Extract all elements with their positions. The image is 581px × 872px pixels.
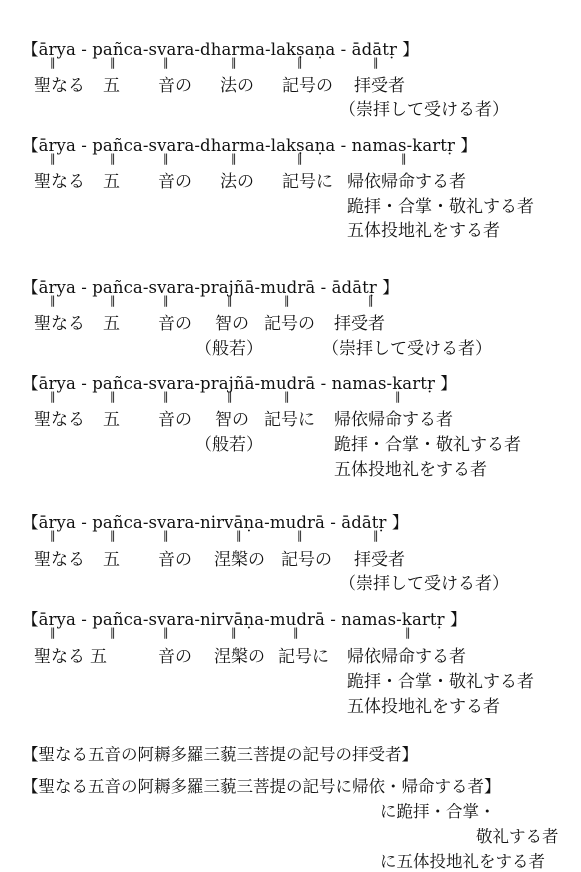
gloss-note: 五体投地礼をする者	[347, 221, 500, 241]
gloss-word: 法の	[220, 172, 254, 192]
equals-mark: ‖	[163, 56, 169, 69]
equals-mark: ‖	[405, 626, 411, 639]
equals-mark: ‖	[373, 56, 379, 69]
gloss-note: （崇拝して受ける者）	[339, 100, 509, 120]
gloss-note: （崇拝して受ける者）	[322, 339, 492, 359]
gloss-word: 記号に	[264, 410, 315, 430]
gloss-note: 跪拝・合掌・敬礼する者	[334, 435, 521, 455]
gloss-note: 五体投地礼をする者	[347, 697, 500, 717]
gloss-word: 音の	[158, 410, 192, 430]
equals-mark: ‖	[110, 626, 116, 639]
gloss-word: 聖なる	[34, 76, 85, 96]
equals-mark: ‖	[401, 152, 407, 165]
gloss-word: 聖なる	[34, 647, 85, 667]
gloss-word: 帰依帰命する者	[347, 172, 466, 192]
equals-mark: ‖	[231, 56, 237, 69]
gloss-note: （般若）	[195, 339, 263, 359]
gloss-word: 拝受者	[334, 314, 385, 334]
equals-mark: ‖	[297, 529, 303, 542]
gloss-word: 音の	[158, 76, 192, 96]
equals-mark: ‖	[50, 626, 56, 639]
gloss-word: 聖なる	[34, 314, 85, 334]
gloss-word: 五	[103, 172, 120, 192]
equals-mark: ‖	[368, 294, 374, 307]
gloss-note: 跪拝・合掌・敬礼する者	[347, 672, 534, 692]
romanized-line: 【ārya - pañca-svara-prajñā-mudrā - ādātṛ 】	[22, 278, 399, 297]
gloss-note: 五体投地礼をする者	[334, 460, 487, 480]
gloss-word: 拝受者	[354, 550, 405, 570]
gloss-word: 記号に	[278, 647, 329, 667]
equals-mark: ‖	[227, 294, 233, 307]
equals-mark: ‖	[50, 294, 56, 307]
gloss-word: 聖なる	[34, 410, 85, 430]
summary-line: 【聖なる五音の阿耨多羅三藐三菩提の記号の拝受者】	[22, 745, 418, 764]
gloss-note: 跪拝・合掌・敬礼する者	[347, 197, 534, 217]
gloss-word: 五	[103, 76, 120, 96]
gloss-word: 五	[103, 410, 120, 430]
equals-mark: ‖	[110, 294, 116, 307]
gloss-word: 法の	[220, 76, 254, 96]
equals-mark: ‖	[297, 56, 303, 69]
equals-mark: ‖	[163, 626, 169, 639]
gloss-word: 音の	[158, 314, 192, 334]
gloss-word: 聖なる	[34, 172, 85, 192]
equals-mark: ‖	[231, 152, 237, 165]
summary-line: に跪拝・合掌・	[380, 802, 496, 821]
gloss-word: 涅槃の	[214, 550, 265, 570]
equals-mark: ‖	[236, 529, 242, 542]
summary-line: に五体投地礼をする者	[380, 852, 545, 871]
gloss-word: 智の	[215, 410, 249, 430]
romanized-line: 【ārya - pañca-svara-nirvāṇa-mudrā - ādātṛ 】	[22, 513, 409, 532]
gloss-word: 帰依帰命する者	[347, 647, 466, 667]
gloss-word: 記号の	[264, 314, 315, 334]
equals-mark: ‖	[293, 626, 299, 639]
gloss-word: 五	[103, 314, 120, 334]
romanized-line: 【ārya - pañca-svara-dharma-lakṣaṇa - namas-kartṛ 】	[22, 136, 477, 155]
gloss-word: 音の	[158, 550, 192, 570]
gloss-word: 智の	[215, 314, 249, 334]
equals-mark: ‖	[50, 529, 56, 542]
summary-line: 敬礼する者	[476, 827, 559, 846]
gloss-word: 記号に	[282, 172, 333, 192]
gloss-word: 音の	[158, 172, 192, 192]
equals-mark: ‖	[50, 56, 56, 69]
equals-mark: ‖	[163, 529, 169, 542]
romanized-line: 【ārya - pañca-svara-prajñā-mudrā - namas-kartṛ 】	[22, 374, 457, 393]
equals-mark: ‖	[227, 390, 233, 403]
gloss-word: 記号の	[281, 550, 332, 570]
romanized-line: 【ārya - pañca-svara-nirvāṇa-mudrā - namas-kartṛ 】	[22, 610, 467, 629]
gloss-note: （般若）	[195, 435, 263, 455]
equals-mark: ‖	[163, 390, 169, 403]
equals-mark: ‖	[163, 294, 169, 307]
gloss-word: 涅槃の	[214, 647, 265, 667]
equals-mark: ‖	[163, 152, 169, 165]
equals-mark: ‖	[110, 56, 116, 69]
gloss-note: （崇拝して受ける者）	[339, 574, 509, 594]
equals-mark: ‖	[284, 294, 290, 307]
equals-mark: ‖	[50, 390, 56, 403]
gloss-word: 五	[103, 550, 120, 570]
equals-mark: ‖	[231, 626, 237, 639]
gloss-word: 記号の	[282, 76, 333, 96]
equals-mark: ‖	[110, 529, 116, 542]
gloss-word: 音の	[158, 647, 192, 667]
equals-mark: ‖	[110, 152, 116, 165]
gloss-word: 五	[90, 647, 107, 667]
equals-mark: ‖	[50, 152, 56, 165]
gloss-word: 拝受者	[354, 76, 405, 96]
gloss-word: 聖なる	[34, 550, 85, 570]
romanized-line: 【ārya - pañca-svara-dharma-lakṣaṇa - ādātṛ 】	[22, 40, 419, 59]
summary-line: 【聖なる五音の阿耨多羅三藐三菩提の記号に帰依・帰命する者】	[22, 777, 501, 796]
equals-mark: ‖	[373, 529, 379, 542]
equals-mark: ‖	[297, 152, 303, 165]
equals-mark: ‖	[395, 390, 401, 403]
equals-mark: ‖	[110, 390, 116, 403]
equals-mark: ‖	[284, 390, 290, 403]
gloss-word: 帰依帰命する者	[334, 410, 453, 430]
